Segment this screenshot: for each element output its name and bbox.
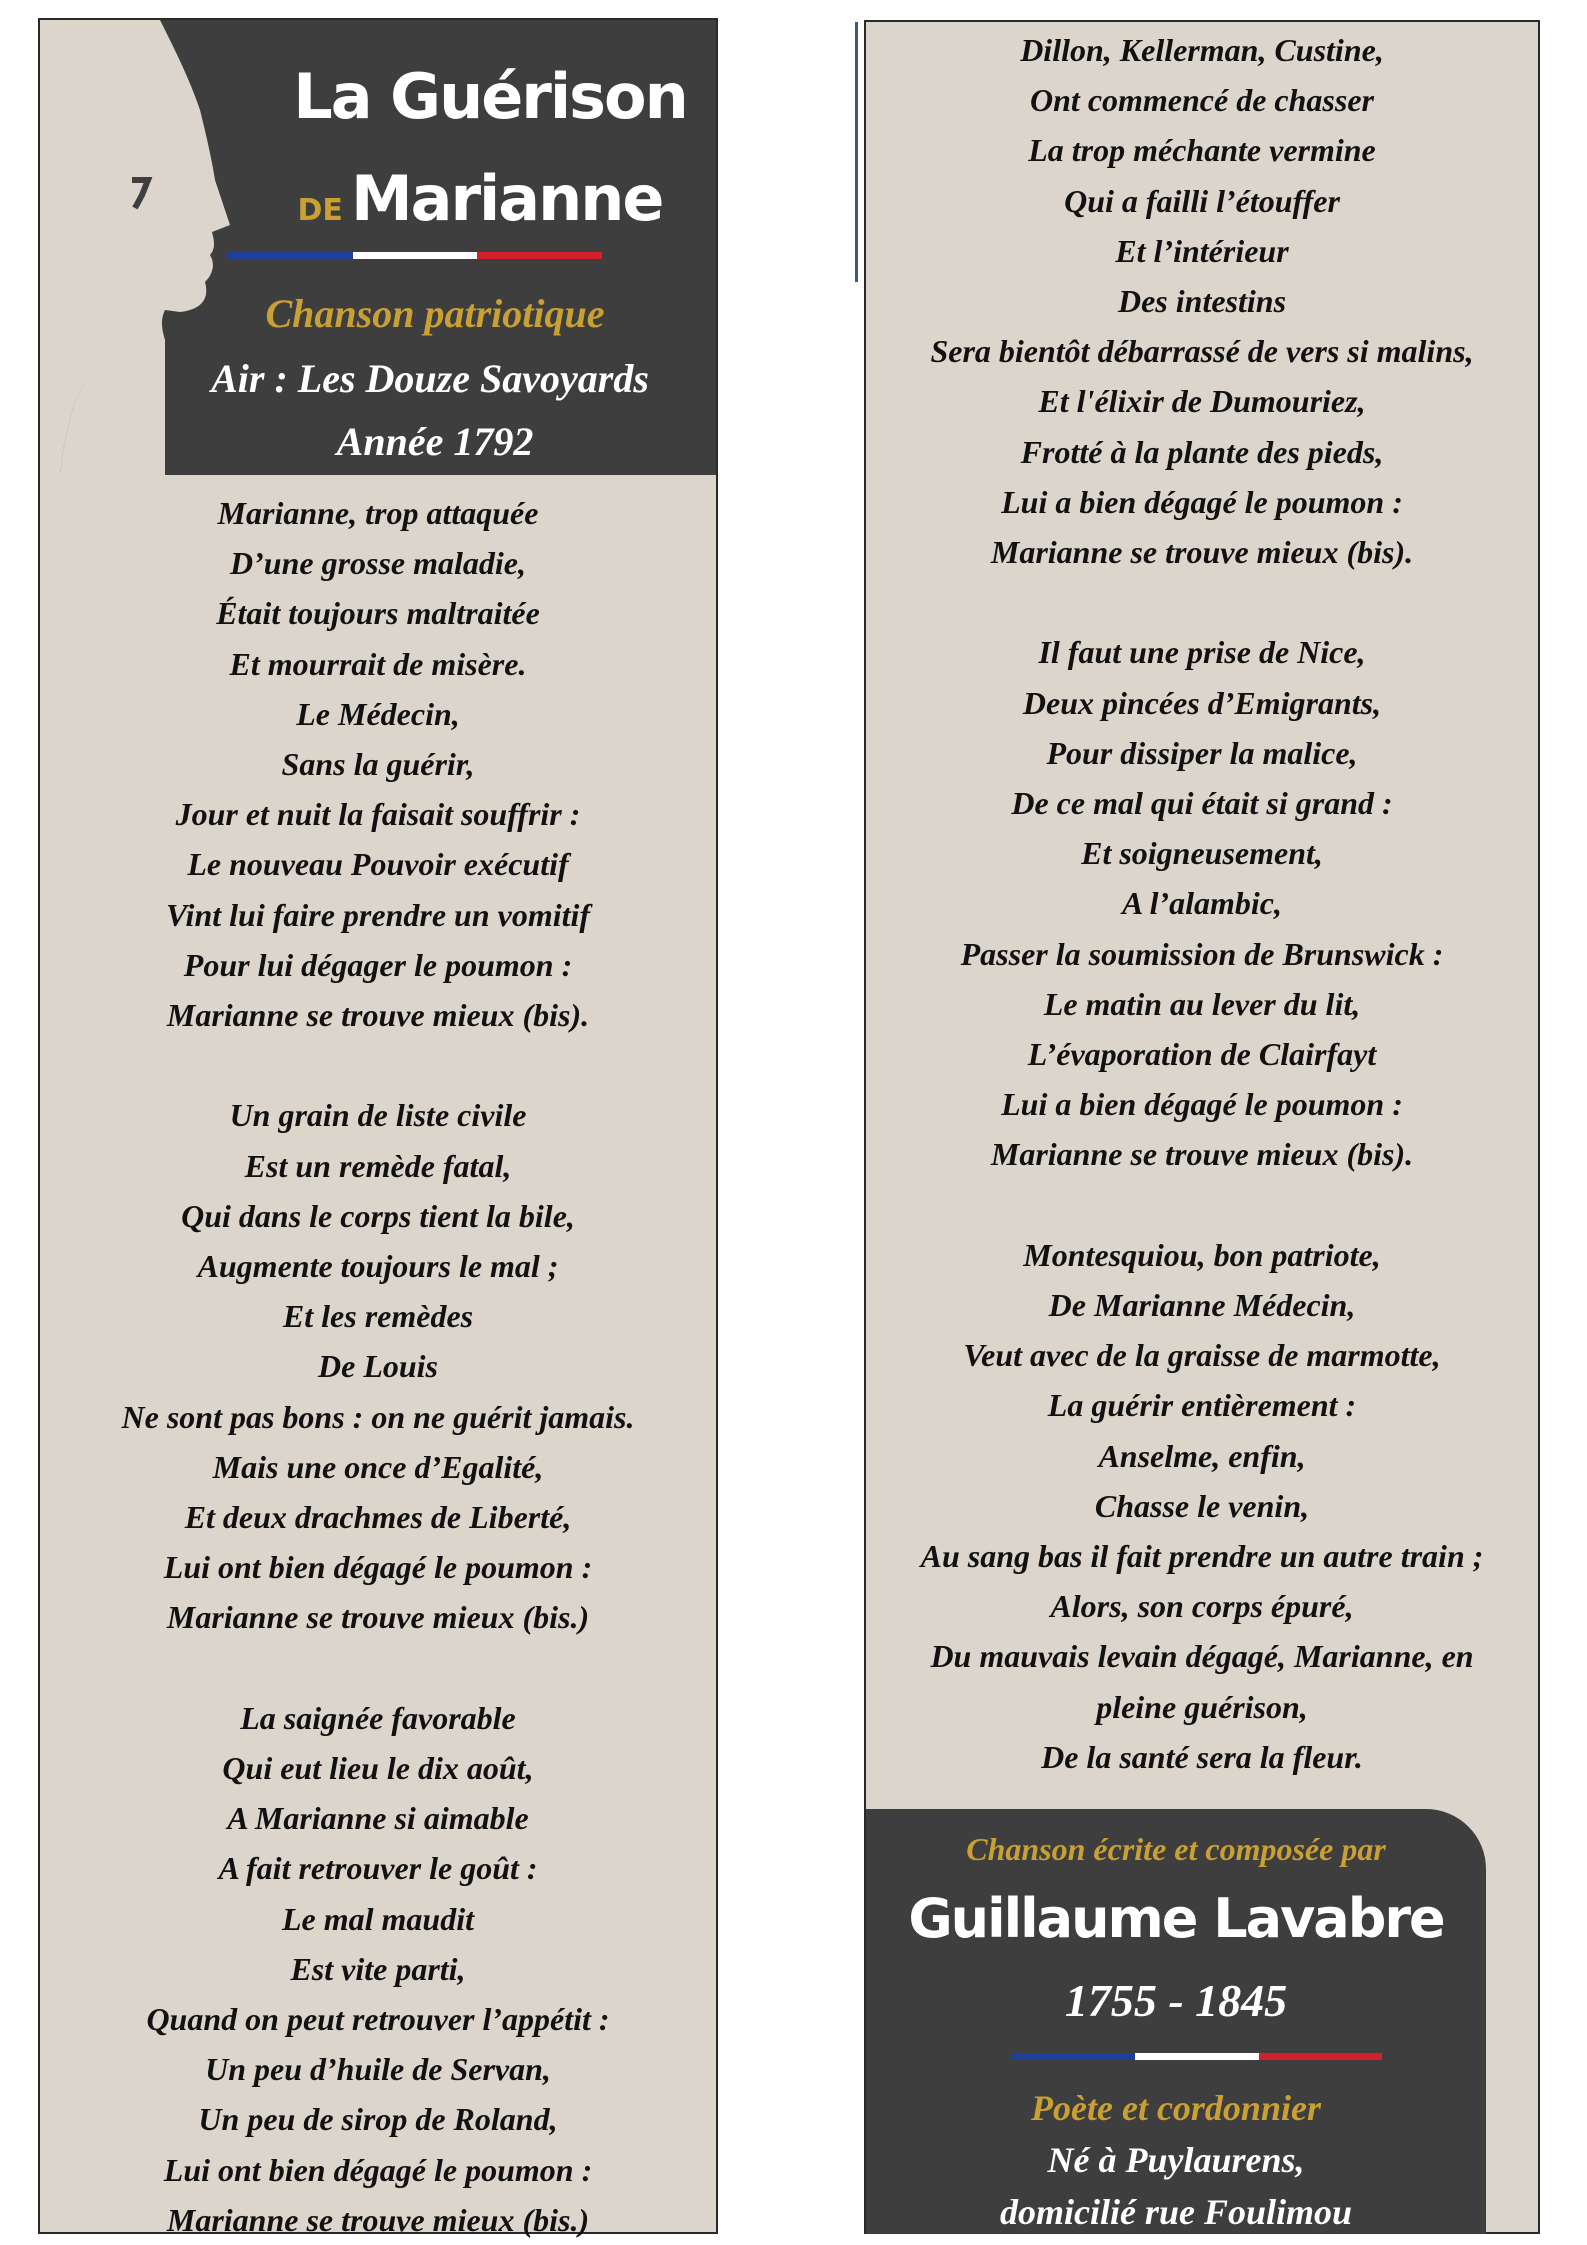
verse-line: Était toujours maltraitée [216, 595, 540, 632]
verse-line: Veut avec de la graisse de marmotte, [963, 1337, 1441, 1374]
verse-line: La trop méchante vermine [1028, 132, 1376, 169]
stanza-gap [40, 1643, 716, 1693]
birthplace-label: Né à Puylaurens, [1047, 2140, 1305, 2180]
verse-line: Qui dans le corps tient la bile, [181, 1197, 575, 1234]
verse-line: Augmente toujours le mal ; [197, 1248, 559, 1285]
verse-line: A l’alambic, [1122, 885, 1282, 922]
verse-line: Marianne se trouve mieux (bis). [990, 1136, 1414, 1173]
genre-label: Chanson patriotique [265, 291, 605, 336]
verse-line: Vint lui faire prendre un vomitif [165, 896, 591, 933]
title-main: Marianne [350, 162, 663, 235]
verse-line: La guérir entièrement : [1047, 1387, 1357, 1424]
left-verses [40, 488, 716, 2245]
header-box [40, 20, 716, 475]
verse-line: De Marianne Médecin, [1048, 1287, 1356, 1324]
verse-line: Lui a bien dégagé le poumon : [1001, 483, 1403, 520]
author-name: Guillaume Lavabre [908, 1887, 1444, 1950]
verse-line: Un peu d’huile de Servan, [205, 2051, 551, 2088]
verse-line: De ce mal qui était si grand : [1011, 785, 1393, 822]
stanza-gap [866, 1180, 1538, 1230]
verse-line: A fait retrouver le goût : [218, 1850, 538, 1887]
verse-line: pleine guérison, [1096, 1688, 1308, 1725]
author-box [866, 1809, 1486, 2234]
verse-line: Ne sont pas bons : on ne guérit jamais. [121, 1398, 635, 1435]
verse-line: Sans la guérir, [281, 746, 475, 783]
right-panel [864, 20, 1540, 2234]
verse-line: Il faut une prise de Nice, [1038, 634, 1366, 671]
verse-line: Sera bientôt débarrassé de vers si malins, [930, 333, 1474, 370]
verse-line: Jour et nuit la faisait souffrir : [175, 796, 581, 833]
title-de: DE [297, 193, 343, 228]
verse-line: Le nouveau Pouvoir exécutif [187, 846, 569, 883]
verse-line: Marianne se trouve mieux (bis). [990, 534, 1414, 571]
verse-line: Lui ont bien dégagé le poumon : [163, 2151, 593, 2188]
verse-line: Et mourrait de misère. [229, 645, 527, 682]
author-dates: 1755 - 1845 [1064, 1975, 1288, 2026]
verse-line: D’une grosse maladie, [230, 545, 526, 582]
year-label: Année 1792 [336, 419, 534, 464]
verse-line: Mais une once d’Egalité, [212, 1448, 544, 1485]
right-verses [866, 25, 1538, 1782]
verse-line: La saignée favorable [240, 1699, 516, 1736]
verse-line: Dillon, Kellerman, Custine, [1020, 32, 1384, 68]
verse-line: Et soigneusement, [1081, 835, 1323, 872]
verse-line: L’évaporation de Clairfayt [1027, 1036, 1377, 1073]
verse-line: Marianne se trouve mieux (bis.) [166, 1599, 590, 1636]
verse-line: Le matin au lever du lit, [1043, 985, 1361, 1022]
verse-line: Des intestins [1117, 283, 1287, 320]
verse-line: Et les remèdes [282, 1298, 474, 1335]
verse-line: Passer la soumission de Brunswick : [960, 935, 1444, 972]
verse-line: Marianne se trouve mieux (bis.) [166, 2201, 590, 2238]
verse-line: Qui a failli l’étouffer [1064, 182, 1340, 219]
verse-line: Montesquiou, bon patriote, [1023, 1236, 1381, 1273]
verse-line: Le Médecin, [296, 695, 460, 732]
verse-line: Pour lui dégager le poumon : [183, 946, 573, 983]
verse-line: A Marianne si aimable [227, 1800, 529, 1837]
title-line1: La Guérison [293, 60, 687, 133]
verse-line: Lui a bien dégagé le poumon : [1001, 1086, 1403, 1123]
verse-line: Un grain de liste civile [229, 1097, 527, 1134]
verse-line: De Louis [318, 1348, 438, 1385]
verse-line: Anselme, enfin, [1098, 1437, 1306, 1474]
verse-line: Du mauvais levain dégagé, Marianne, en [930, 1638, 1474, 1675]
tricolor-bar [228, 252, 602, 259]
verse-line: Marianne se trouve mieux (bis). [166, 997, 590, 1034]
verse-line: Alors, son corps épuré, [1050, 1588, 1354, 1625]
verse-line: De la santé sera la fleur. [1041, 1738, 1363, 1775]
verse-line: Le mal maudit [282, 1900, 474, 1937]
verse-line: Marianne, trop attaquée [217, 495, 539, 531]
verse-line: Ont commencé de chasser [1030, 82, 1374, 119]
verse-line: Pour dissiper la malice, [1046, 734, 1358, 771]
occupation-label: Poète et cordonnier [1031, 2088, 1321, 2128]
verse-line: Un peu de sirop de Roland, [198, 2101, 558, 2138]
verse-line: Est vite parti, [290, 1950, 466, 1987]
left-panel [38, 18, 718, 2238]
stanza-gap [40, 1040, 716, 1090]
address-label: domicilié rue Foulimou [999, 2192, 1353, 2232]
verse-line: Et l'élixir de Dumouriez, [1038, 383, 1366, 420]
margin-rule [855, 22, 858, 282]
verse-line: Est un remède fatal, [244, 1147, 512, 1184]
verse-line: Qui eut lieu le dix août, [222, 1750, 534, 1787]
verse-line: Au sang bas il fait prendre un autre train ; [920, 1538, 1484, 1575]
verse-line: Lui ont bien dégagé le poumon : [163, 1549, 593, 1586]
verse-line: Et deux drachmes de Liberté, [184, 1499, 572, 1536]
verse-line: Quand on peut retrouver l’appétit : [146, 2001, 610, 2038]
verse-line: Frotté à la plante des pieds, [1020, 433, 1384, 470]
credit-label: Chanson écrite et composée par [966, 1831, 1386, 1867]
stanza-gap [866, 577, 1538, 627]
title-line2 [260, 162, 700, 235]
verse-line: Chasse le venin, [1094, 1487, 1310, 1524]
tricolor-bar [1012, 2053, 1382, 2060]
verse-line: Deux pincées d’Emigrants, [1022, 684, 1382, 721]
air-label: Air : Les Douze Savoyards [211, 356, 649, 401]
verse-line: Et l’intérieur [1115, 232, 1289, 269]
